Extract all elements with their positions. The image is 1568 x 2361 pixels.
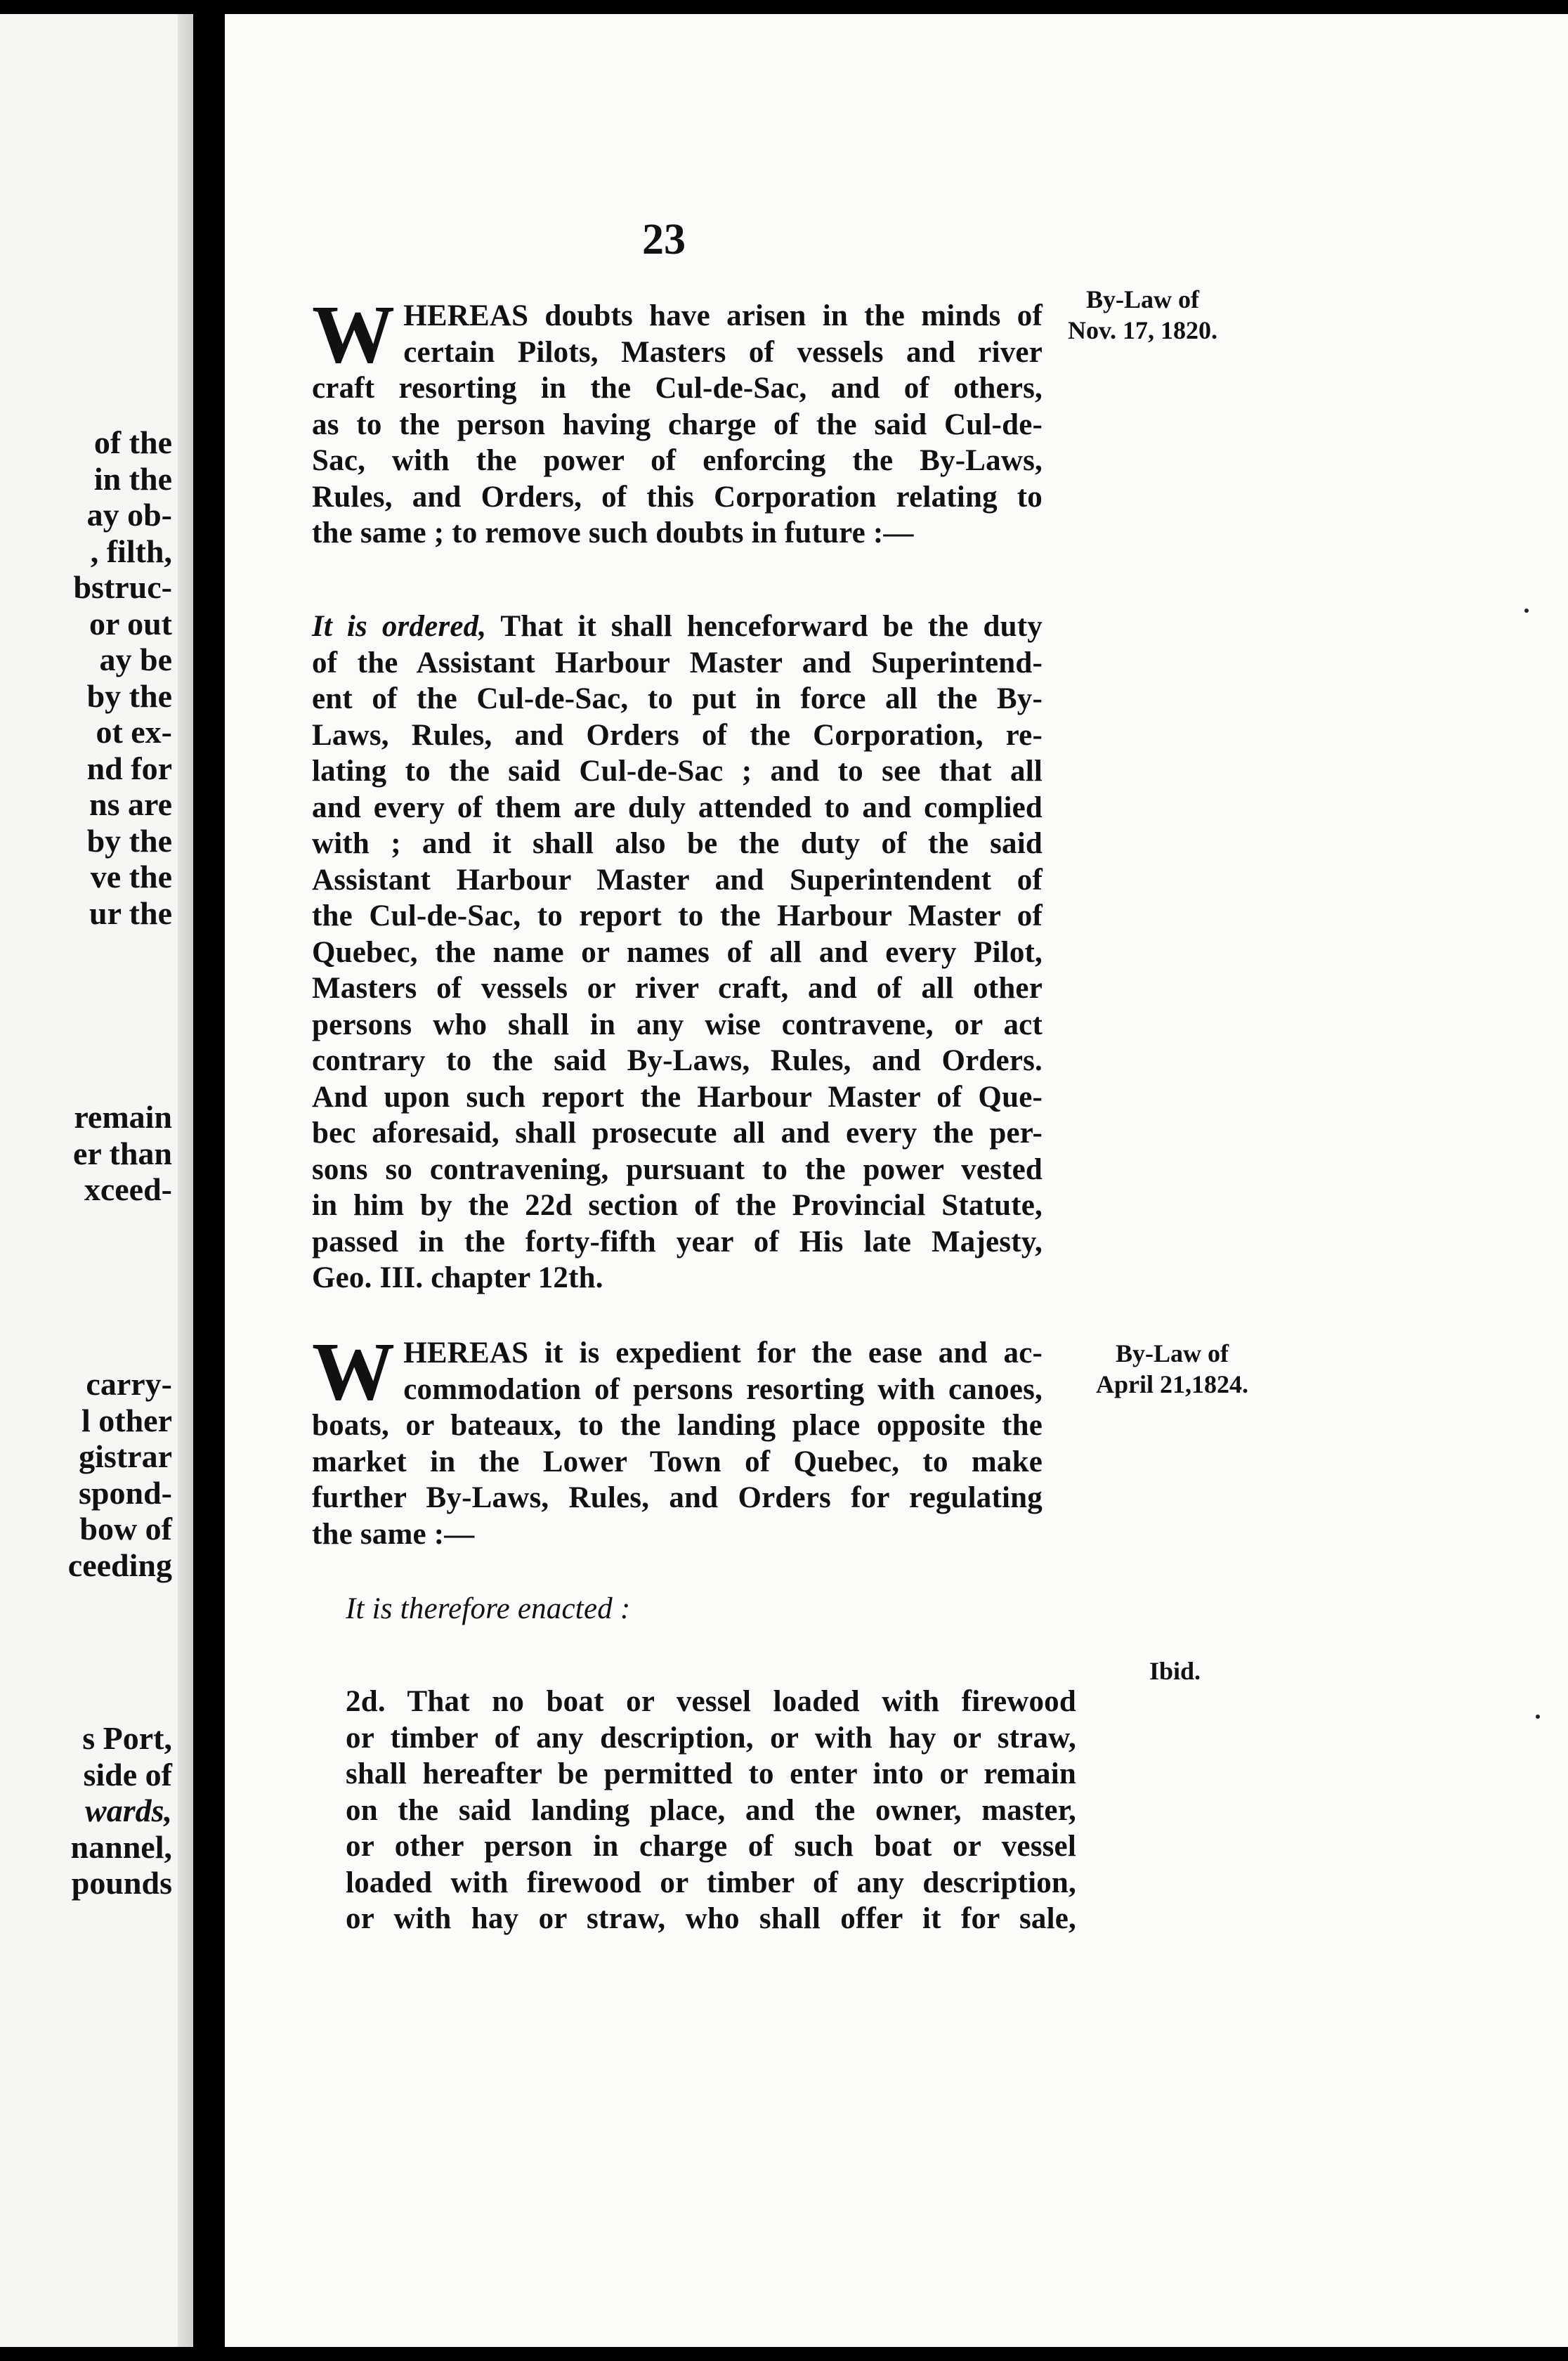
drop-cap: W	[312, 288, 396, 380]
left-fragment-line: xceed-	[84, 1171, 172, 1207]
text-line: 2d. That no boat or vessel loaded with firewood	[346, 1685, 1076, 1718]
left-fragment-line: ot ex-	[96, 714, 172, 750]
text-line: further By-Laws, Rules, and Orders for regulating	[312, 1481, 1043, 1514]
left-fragment-line: by the	[86, 677, 172, 714]
left-fragment-line: in the	[93, 460, 172, 497]
text-line: passed in the forty-fifth year of His late Majesty,	[312, 1225, 1043, 1258]
left-fragment-line: bstruc-	[73, 569, 172, 605]
margin-note-line: Ibid.	[1149, 1657, 1201, 1685]
text-line: or with hay or straw, who shall offer it for sale,	[346, 1902, 1076, 1935]
text-line: Laws, Rules, and Orders of the Corporation, re-	[312, 718, 1043, 752]
text-line: HEREAS it is expedient for the ease and ac-	[403, 1336, 1043, 1370]
text-line: Assistant Harbour Master and Superintendent of	[312, 863, 1043, 897]
ink-speck	[1524, 609, 1529, 613]
text-line: or other person in charge of such boat or vessel	[346, 1830, 1076, 1863]
text-line: craft resorting in the Cul-de-Sac, and of others,	[312, 372, 1043, 405]
text-line: in him by the 22d section of the Provincial Statute,	[312, 1189, 1043, 1222]
page-number: 23	[642, 216, 686, 264]
text-line: boats, or bateaux, to the landing place opposite the	[312, 1409, 1043, 1442]
paragraph-section-2d	[346, 1684, 1076, 1937]
left-fragment-line: side of	[83, 1756, 172, 1793]
paragraph-whereas-expedient	[312, 1325, 1043, 1552]
text-line: persons who shall in any wise contravene, or act	[312, 1008, 1043, 1041]
left-fragment-line: ay be	[99, 642, 172, 677]
text-line: ent of the Cul-de-Sac, to put in force all the By-	[312, 682, 1043, 715]
book-gutter	[178, 14, 193, 2347]
text-line: sons so contravening, pursuant to the power vested	[312, 1152, 1043, 1186]
text-line: with ; and it shall also be the duty of the said	[312, 827, 1043, 860]
paragraph-whereas-doubts	[312, 288, 1043, 552]
left-fragment-line: er than	[73, 1135, 172, 1171]
text-line: the same :—	[312, 1517, 475, 1551]
left-fragment-line: bow of	[79, 1511, 172, 1547]
left-fragment-line: ceeding	[67, 1547, 172, 1583]
text-line: commodation of persons resorting with canoes,	[403, 1372, 1043, 1406]
text-line: on the said landing place, and the owner, master,	[346, 1793, 1076, 1827]
left-fragment-line: carry-	[86, 1366, 172, 1402]
left-fragment-line: ve the	[90, 859, 172, 895]
text-line: Geo. III. chapter 12th.	[312, 1261, 603, 1294]
left-fragment-line: l other	[81, 1402, 172, 1438]
text-line: Sac, with the power of enforcing the By-Laws,	[312, 444, 1043, 477]
text-line: of the Assistant Harbour Master and Superintend-	[312, 646, 1043, 679]
text-line	[312, 609, 1043, 645]
text-line: the same ; to remove such doubts in future :—	[312, 516, 914, 549]
margin-note-bylaw-1824	[1096, 1338, 1248, 1400]
margin-note-line: By-Law of	[1116, 1339, 1229, 1367]
text-line: market in the Lower Town of Quebec, to make	[312, 1445, 1043, 1478]
left-fragment-line: ns are	[89, 786, 172, 822]
text-line: contrary to the said By-Laws, Rules, and Orders.	[312, 1044, 1043, 1077]
left-fragment-line: ur the	[89, 895, 172, 931]
text-line: or timber of any description, or with hay or straw,	[346, 1721, 1076, 1755]
text-line: It is therefore enacted :	[346, 1592, 631, 1625]
left-fragment-line: wards,	[85, 1793, 172, 1828]
left-page-fragment	[0, 14, 193, 2347]
text-line: the Cul-de-Sac, to report to the Harbour Master of	[312, 899, 1043, 932]
text-line: lating to the said Cul-de-Sac ; and to see that all	[312, 755, 1043, 788]
paragraph-it-is-ordered	[312, 609, 1043, 1296]
ink-speck	[1536, 1715, 1540, 1719]
margin-note-line: Nov. 17, 1820.	[1068, 316, 1218, 344]
text-line: HEREAS doubts have arisen in the minds of	[403, 299, 1043, 332]
text-line: Quebec, the name or names of all and every Pilot,	[312, 935, 1043, 969]
text-line: certain Pilots, Masters of vessels and river	[403, 335, 1043, 369]
left-fragment-line: gistrar	[79, 1438, 172, 1474]
margin-note-line: April 21,1824.	[1096, 1370, 1249, 1398]
left-fragment-line: nd for	[86, 750, 172, 786]
text-line: and every of them are duly attended to and complied	[312, 791, 1043, 824]
left-fragment-line: ay ob-	[86, 497, 172, 533]
right-page	[225, 14, 1568, 2347]
left-fragment-line: nannel,	[70, 1828, 172, 1865]
left-fragment-line: s Port,	[82, 1720, 172, 1756]
left-fragment-line: or out	[89, 605, 172, 642]
text-line: bec aforesaid, shall prosecute all and every the per-	[312, 1117, 1043, 1150]
text-line: shall hereafter be permitted to enter into or remain	[346, 1757, 1076, 1790]
text-line: Masters of vessels or river craft, and of all other	[312, 972, 1043, 1005]
text-line: And upon such report the Harbour Master of Que-	[312, 1080, 1043, 1114]
paragraph-enacted	[346, 1591, 767, 1627]
left-fragment-line: remain	[74, 1099, 172, 1135]
left-fragment-line: of the	[93, 424, 172, 460]
text-line-rest: That it shall henceforward be the duty	[486, 610, 1043, 643]
text-line: Rules, and Orders, of this Corporation relating to	[312, 480, 1043, 514]
left-fragment-line: , filth,	[90, 533, 172, 569]
text-line: loaded with firewood or timber of any description,	[346, 1866, 1076, 1899]
margin-note-line: By-Law of	[1086, 285, 1199, 313]
left-fragment-line: pounds	[71, 1865, 172, 1901]
left-fragment-line: by the	[86, 822, 172, 859]
italic-lead: It is ordered,	[312, 610, 487, 643]
text-line: as to the person having charge of the said Cul-de-	[312, 408, 1043, 441]
margin-note-bylaw-1820	[1068, 284, 1217, 346]
left-fragment-line: spond-	[79, 1474, 172, 1511]
drop-cap: W	[312, 1325, 396, 1417]
margin-note-ibid	[1149, 1656, 1201, 1686]
